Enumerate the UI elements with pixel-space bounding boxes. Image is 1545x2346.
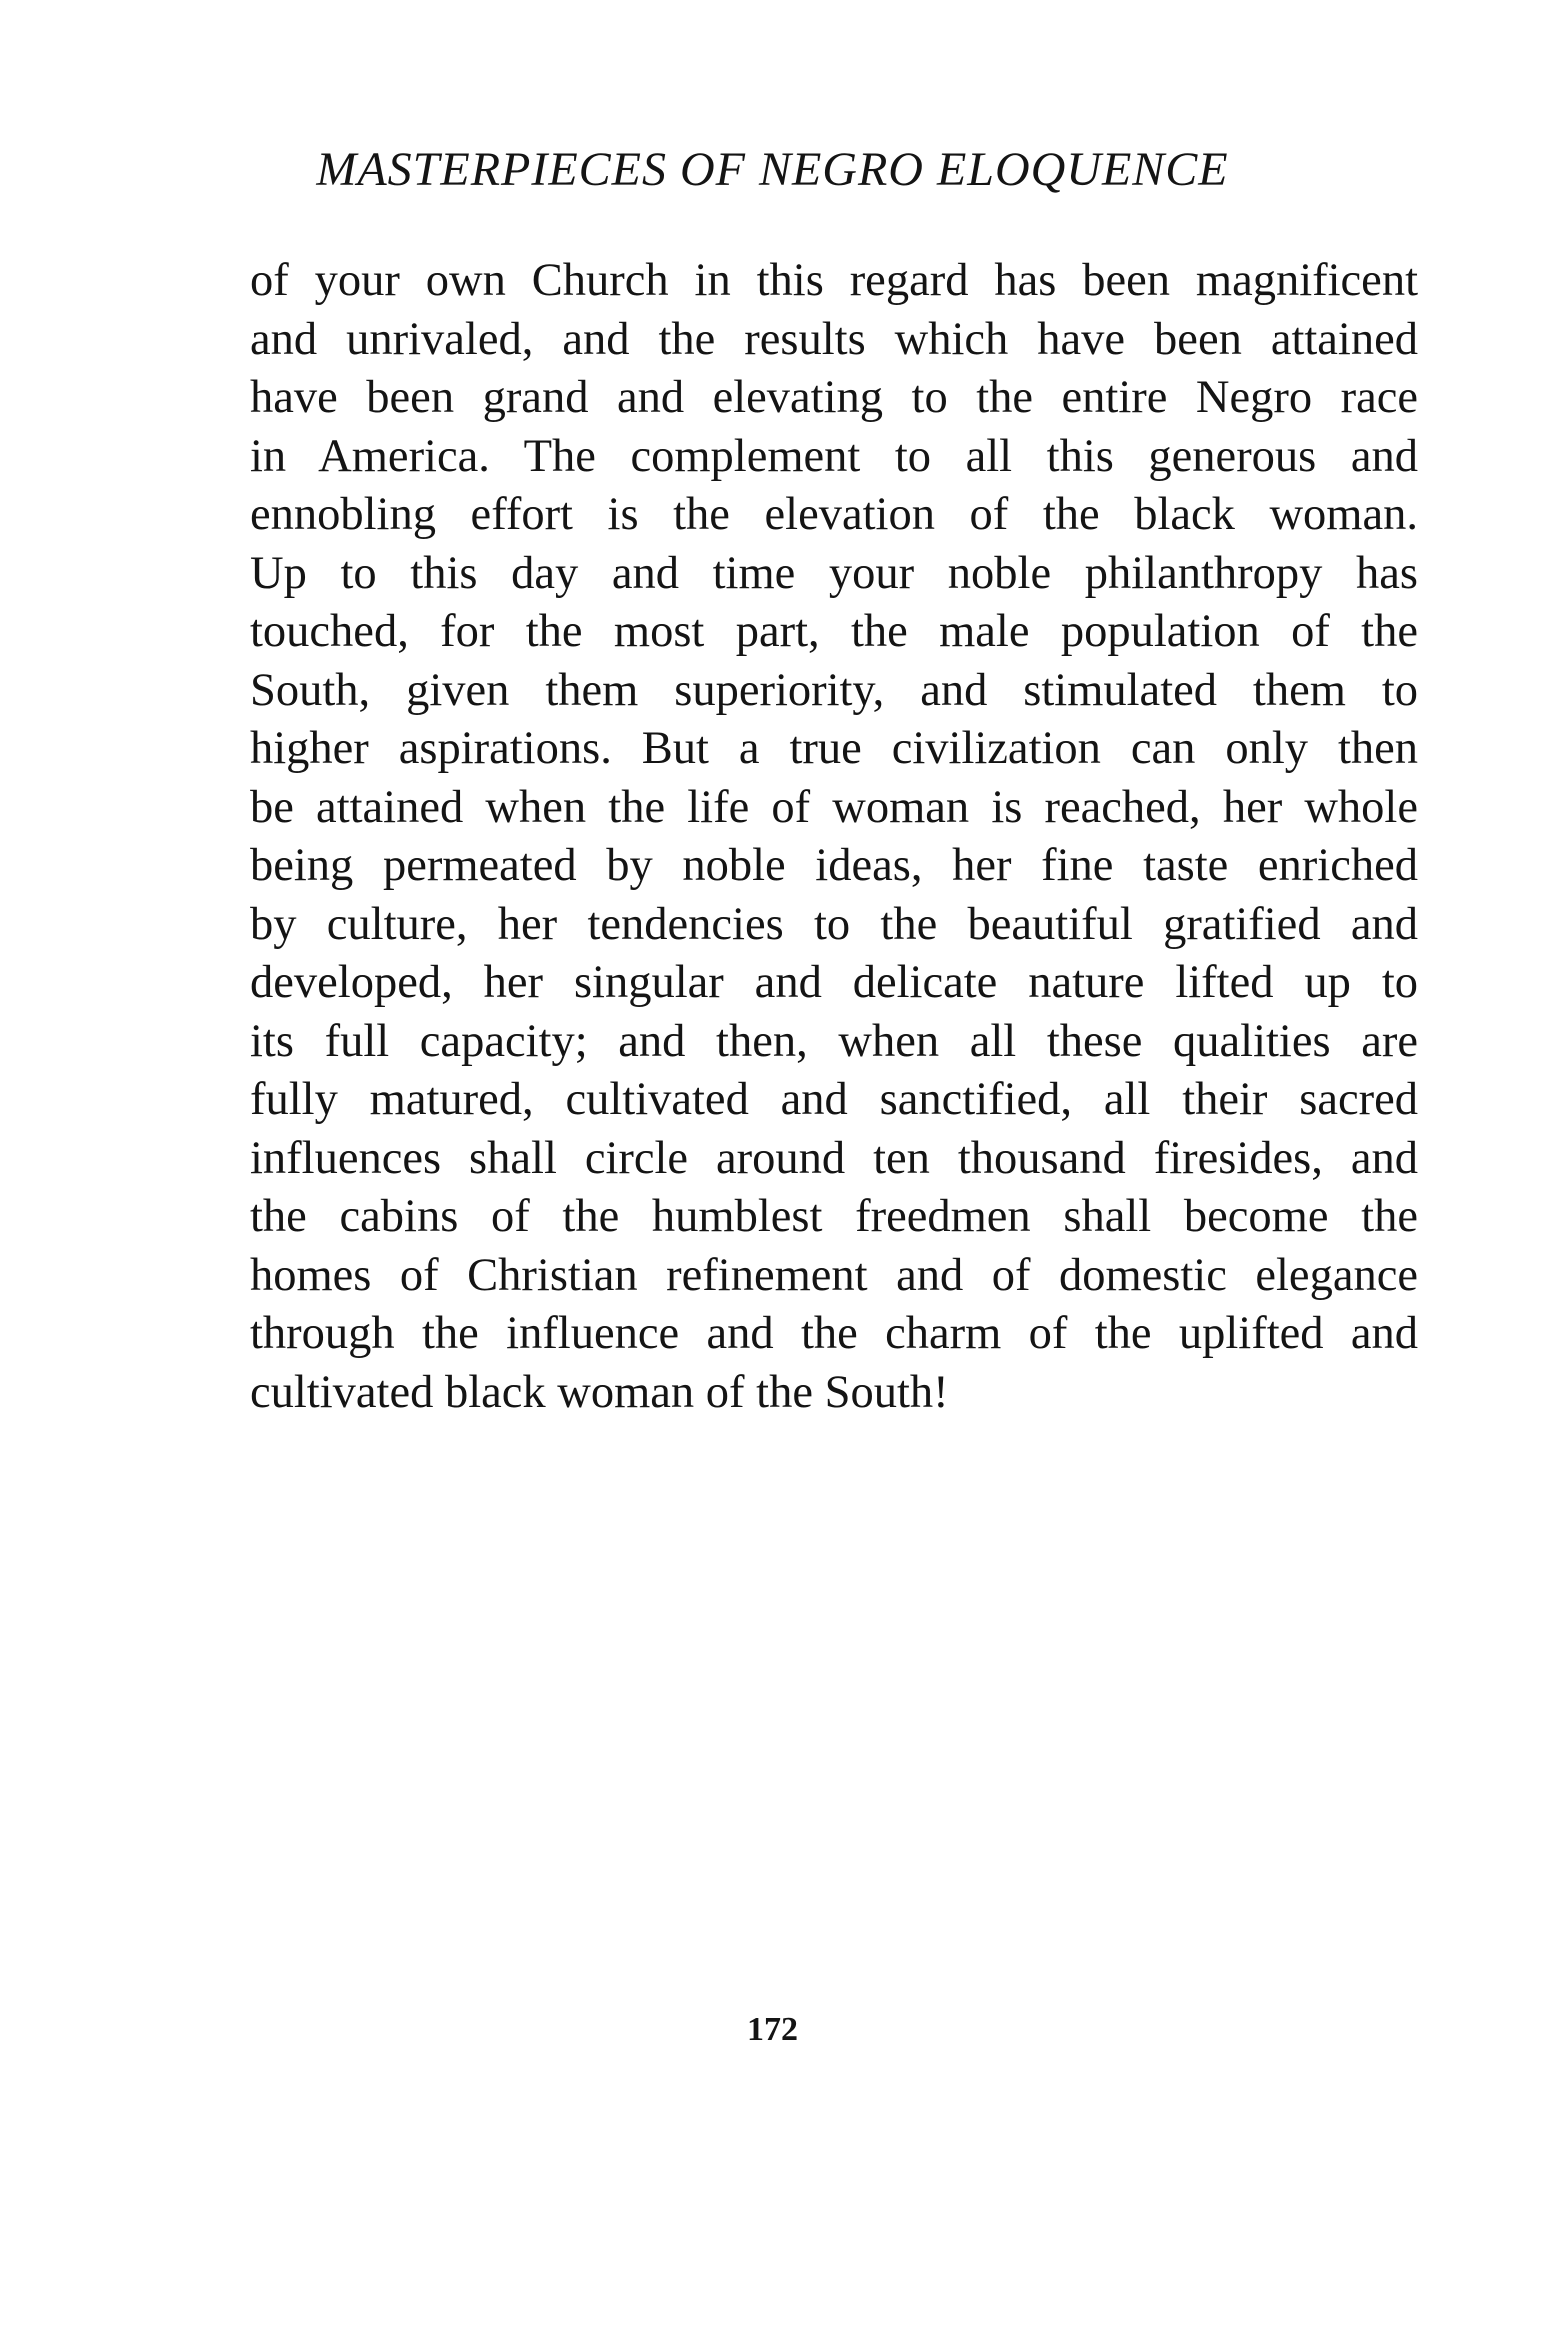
text-line: Up to this day and time your noble philanthropy has xyxy=(250,547,1418,599)
text-line: of your own Church in this regard has been magnificent xyxy=(250,255,1418,306)
text-line: be attained when the life of woman is reached, her whole xyxy=(250,781,1418,833)
text-line: ennobling effort is the elevation of the black woman. xyxy=(250,489,1418,540)
text-line: the cabins of the humblest freedmen shall become the xyxy=(250,1191,1418,1242)
text-line: higher aspirations. But a true civilization can only then xyxy=(250,723,1418,774)
text-line: its full capacity; and then, when all these qualities are xyxy=(250,1015,1418,1067)
text-line: homes of Christian refinement and of domestic elegance xyxy=(250,1249,1418,1301)
text-line: through the influence and the charm of the uplifted and xyxy=(250,1308,1418,1359)
text-line: being permeated by noble ideas, her fine taste enriched xyxy=(250,840,1418,891)
text-line: have been grand and elevating to the entire Negro race xyxy=(250,372,1418,423)
text-line: in America. The complement to all this generous and xyxy=(250,430,1418,482)
text-line: fully matured, cultivated and sanctified, all their sacred xyxy=(250,1074,1418,1125)
text-line: influences shall circle around ten thousand firesides, and xyxy=(250,1132,1418,1184)
body-text xyxy=(250,252,1418,1422)
text-line: by culture, her tendencies to the beautiful gratified and xyxy=(250,898,1418,950)
text-line: touched, for the most part, the male population of the xyxy=(250,606,1418,657)
text-line: South, given them superiority, and stimulated them to xyxy=(250,664,1418,716)
text-line: developed, her singular and delicate nature lifted up to xyxy=(250,957,1418,1008)
page-number: 172 xyxy=(747,2011,798,2048)
running-head: MASTERPIECES OF NEGRO ELOQUENCE xyxy=(316,143,1229,196)
text-line: and unrivaled, and the results which have been attained xyxy=(250,313,1418,365)
text-line: cultivated black woman of the South! xyxy=(250,1366,949,1418)
